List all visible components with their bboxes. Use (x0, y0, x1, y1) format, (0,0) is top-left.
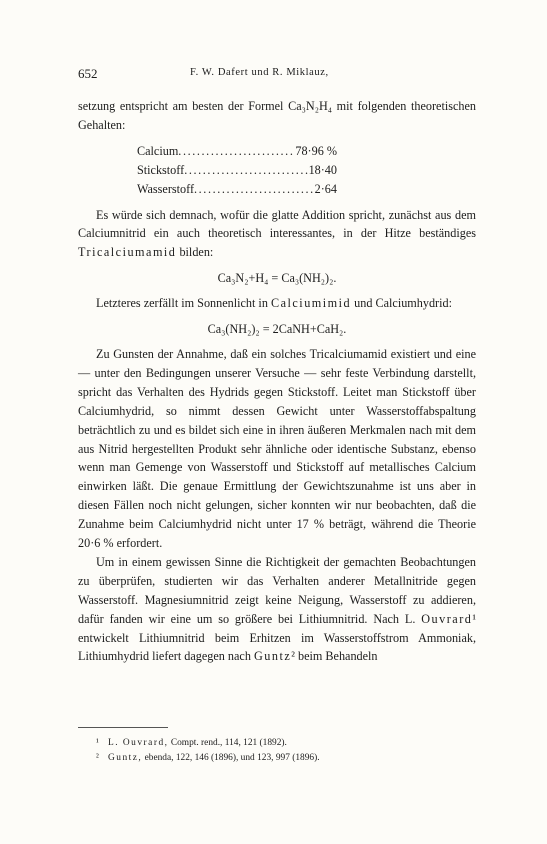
footnote-marker: ¹ (472, 611, 476, 626)
text-run: und (354, 296, 373, 311)
text-run: Um in einem gewissen Sinne die Richtigkeit der gemachten Beobachtungen zu überprüfen, studierten wir das Verhalten anderer Metallnitride gegen Wasserstoff. Magnesiumnitrid zeigt keine Neigung, Wasserstoff zu addieren, dafür fanden wir eine um so größere bei Lithiumnitrid. Nach L. (78, 554, 476, 626)
leader-dots (184, 161, 308, 180)
element-value: 78·96 % (295, 143, 337, 158)
author-name: Guntz (253, 649, 292, 664)
composition-table (137, 142, 337, 199)
paragraph (78, 553, 476, 666)
leader-dots (194, 180, 315, 199)
footnote (78, 736, 476, 751)
element-value: 2·64 (314, 181, 337, 196)
text-run: entwickelt Lithiumnitrid beim Erhitzen im Wasserstoffstrom Ammoniak, Lithiumhydrid liefert dagegen nach (78, 630, 476, 664)
table-row (137, 142, 337, 161)
page-header (78, 66, 476, 82)
body-text (78, 97, 476, 666)
footnote-marker: ² (291, 649, 295, 664)
running-head: F. W. Dafert und R. Miklauz, (190, 67, 329, 78)
text-run: beim Behandeln (297, 649, 378, 664)
formula: Ca₃(NH₂)₂ = 2CaNH+CaH₂. (207, 322, 347, 337)
footnote-rule (78, 727, 168, 728)
table-row (137, 161, 337, 180)
element-label: Calcium (137, 143, 179, 158)
paragraph (78, 206, 476, 263)
text-run: bilden: (179, 245, 214, 260)
footnote-text: Compt. rend., 114, 121 (1892). (170, 738, 287, 748)
author-name: Ouvrard (421, 611, 473, 626)
footnote-mark: ¹ (96, 738, 99, 748)
text-run: Letzteres zerfällt im Sonnenlicht in (96, 296, 268, 311)
footnote-text: ebenda, 122, 146 (1896), und 123, 997 (1896). (144, 753, 320, 763)
intro-paragraph: setzung entspricht am besten der Formel Ca₃N₂H₄ mit folgenden theoretischen Gehalten: (78, 99, 476, 132)
table-row (137, 180, 337, 199)
leader-dots (178, 142, 295, 161)
element-label: Wasserstoff (137, 181, 195, 196)
footnote-mark: ² (96, 753, 99, 763)
text-run: Es würde sich demnach, wofür die glatte Addition spricht, zunächst aus dem Calciumnitrid ein auch theoretisch interessantes, in der Hitze beständiges (78, 207, 476, 241)
element-label: Stickstoff (137, 162, 185, 177)
page-number: 652 (78, 66, 98, 81)
footnotes (78, 736, 476, 766)
text-run: Calciumhydrid: (375, 296, 452, 311)
paragraph (78, 294, 476, 313)
element-value: 18·40 (308, 162, 337, 177)
footnote-author: Guntz, (108, 753, 143, 763)
footnote (78, 751, 476, 766)
footnote-author: L. Ouvrard, (108, 738, 169, 748)
formula: Ca₃N₂+H₄ = Ca₃(NH₂)₂. (217, 271, 337, 286)
emphasized-term: Tricalciumamid (78, 245, 177, 260)
paragraph: Zu Gunsten der Annahme, daß ein solches Tricalciumamid existiert und eine — unter den Bedingungen unserer Versuche — sehr feste Verbindung darstellt, spricht das Verhalten des Hydrids gegen Stickstoff. Leitet man Stickstoff über Calciumhydrid, so nimmt dessen Gewicht unter Wasserstoffabspaltung beträchtlich zu und es bildet sich eine in ihren äußeren Merkmalen nach mit dem aus Nitrid hergestellten Produkt sehr ähnliche oder identische Substanz, ebenso wenn man Gemenge von Wasserstoff und Stickstoff auf metallisches Calcium einwirken läßt. Die genaue Ermittlung der Gewichtszunahme ist uns aber in diesen Fällen noch nicht gelungen, sicher konnten wir nur beobachten, daß die Zunahme beim Calciumhydrid nicht unter 17 % beträgt, während die Theorie 20·6 % erfordert. (78, 346, 476, 551)
emphasized-term: Calciumimid (270, 296, 352, 311)
